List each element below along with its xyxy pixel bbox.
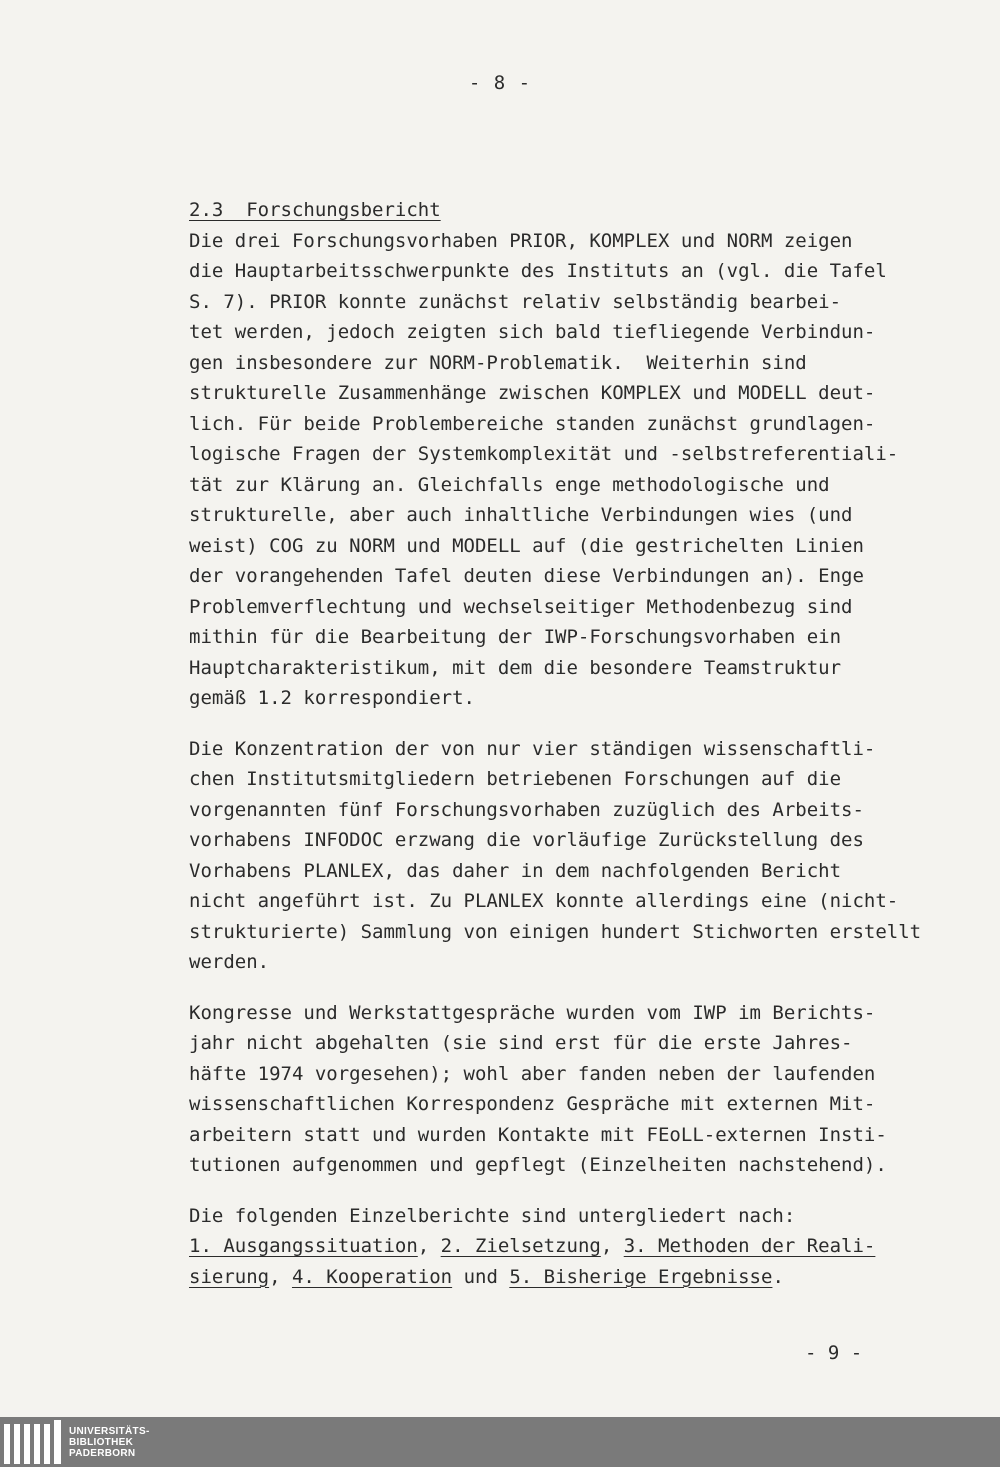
report-sections-line-2 [189,1262,959,1293]
paragraph-research-projects [189,226,959,714]
text-line: Hauptcharakteristikum, mit dem die besondere Teamstruktur [189,656,842,679]
paragraph-report-structure [189,1201,959,1293]
library-logo [4,1417,150,1467]
text-line: tutionen aufgenommen und gepflegt (Einzelheiten nachstehend). [189,1154,887,1176]
text-line: häfte 1974 vorgesehen); wohl aber fanden neben der laufenden [189,1062,876,1085]
page-number-top: - 8 - [468,72,532,94]
section-item-ausgangssituation: 1. Ausgangssituation [189,1235,418,1257]
section-item-kooperation: 4. Kooperation [291,1265,453,1288]
section-heading-text: 2.3 Forschungsbericht [189,199,441,221]
separator: , [600,1235,624,1257]
text-line: wissenschaftlichen Korrespondenz Gespräche mit externen Mit- [189,1093,876,1115]
text-line: tät zur Klärung an. Gleichfalls enge methodologische und [189,473,830,496]
text-line: werden. [189,951,270,973]
paragraph-concentration [189,734,959,978]
library-logo-icon [4,1420,61,1464]
text-line: strukturelle Zusammenhänge zwischen KOMPLEX und MODELL deut- [189,382,876,404]
text-line: weist) COG zu NORM und MODELL auf (die gestrichelten Linien [189,534,864,557]
end-period: . [772,1265,784,1288]
text-line: logische Fragen der Systemkomplexität und -selbstreferentiali- [189,443,899,465]
text-line: vorgenannten fünf Forschungsvorhaben zuzüglich des Arbeits- [189,798,864,821]
text-line: Kongresse und Werkstattgespräche wurden vom IWP im Berichts- [189,1001,876,1024]
section-item-methoden: 3. Methoden der Reali- [623,1235,876,1257]
document-body [189,195,959,1292]
text-line: nicht angeführt ist. Zu PLANLEX konnte allerdings eine (nicht- [189,890,899,912]
text-line: Vorhabens PLANLEX, das daher in dem nachfolgenden Bericht [189,859,842,882]
text-line: gen insbesondere zur NORM-Problematik. Weiterhin sind [189,351,807,374]
library-logo-text [69,1426,150,1459]
text-line: Die Konzentration der von nur vier ständigen wissenschaftli- [189,737,876,760]
text-line: Problemverflechtung und wechselseitiger Methodenbezug sind [189,595,853,618]
text-line: vorhabens INFODOC erzwang die vorläufige Zurückstellung des [189,829,864,851]
text-line: strukturelle, aber auch inhaltliche Verbindungen wies (und [189,504,853,526]
section-item-zielsetzung: 2. Zielsetzung [440,1235,601,1257]
section-heading [189,195,959,226]
report-sections-line-1 [189,1231,959,1262]
text-line: der vorangehenden Tafel deuten diese Verbindungen an). Enge [189,565,864,587]
text-line: die Hauptarbeitsschwerpunkte des Instituts an (vgl. die Tafel [189,260,887,282]
logo-line: PADERBORN [69,1447,136,1459]
text-line: jahr nicht abgehalten (sie sind erst für die erste Jahres- [189,1032,853,1054]
logo-line: BIBLIOTHEK [69,1436,134,1448]
logo-line: UNIVERSITÄTS- [69,1425,150,1437]
footer-bar [0,1417,1000,1467]
text-line: arbeitern statt und wurden Kontakte mit FEoLL-externen Insti- [189,1123,887,1146]
text-line: Die drei Forschungsvorhaben PRIOR, KOMPLEX und NORM zeigen [189,229,853,252]
page-number-bottom: - 9 - [805,1342,863,1364]
section-item-methoden-cont: sierung [189,1265,270,1288]
text-line: lich. Für beide Problembereiche standen zunächst grundlagen- [189,412,876,435]
separator: und [452,1265,510,1288]
paragraph-congresses [189,998,959,1181]
separator: , [417,1235,441,1257]
text-line: gemäß 1.2 korrespondiert. [189,687,475,709]
separator: , [269,1265,292,1288]
text-line: S. 7). PRIOR konnte zunächst relativ selbständig bearbei- [189,290,842,313]
text-line: chen Institutsmitgliedern betriebenen Forschungen auf die [189,768,842,790]
text-line: Die folgenden Einzelberichte sind untergliedert nach: [189,1204,796,1227]
text-line: mithin für die Bearbeitung der IWP-Forschungsvorhaben ein [189,626,842,648]
text-line: tet werden, jedoch zeigten sich bald tiefliegende Verbindun- [189,321,876,343]
text-line: strukturierte) Sammlung von einigen hundert Stichworten erstellt [189,920,922,943]
section-item-ergebnisse: 5. Bisherige Ergebnisse [509,1265,773,1288]
